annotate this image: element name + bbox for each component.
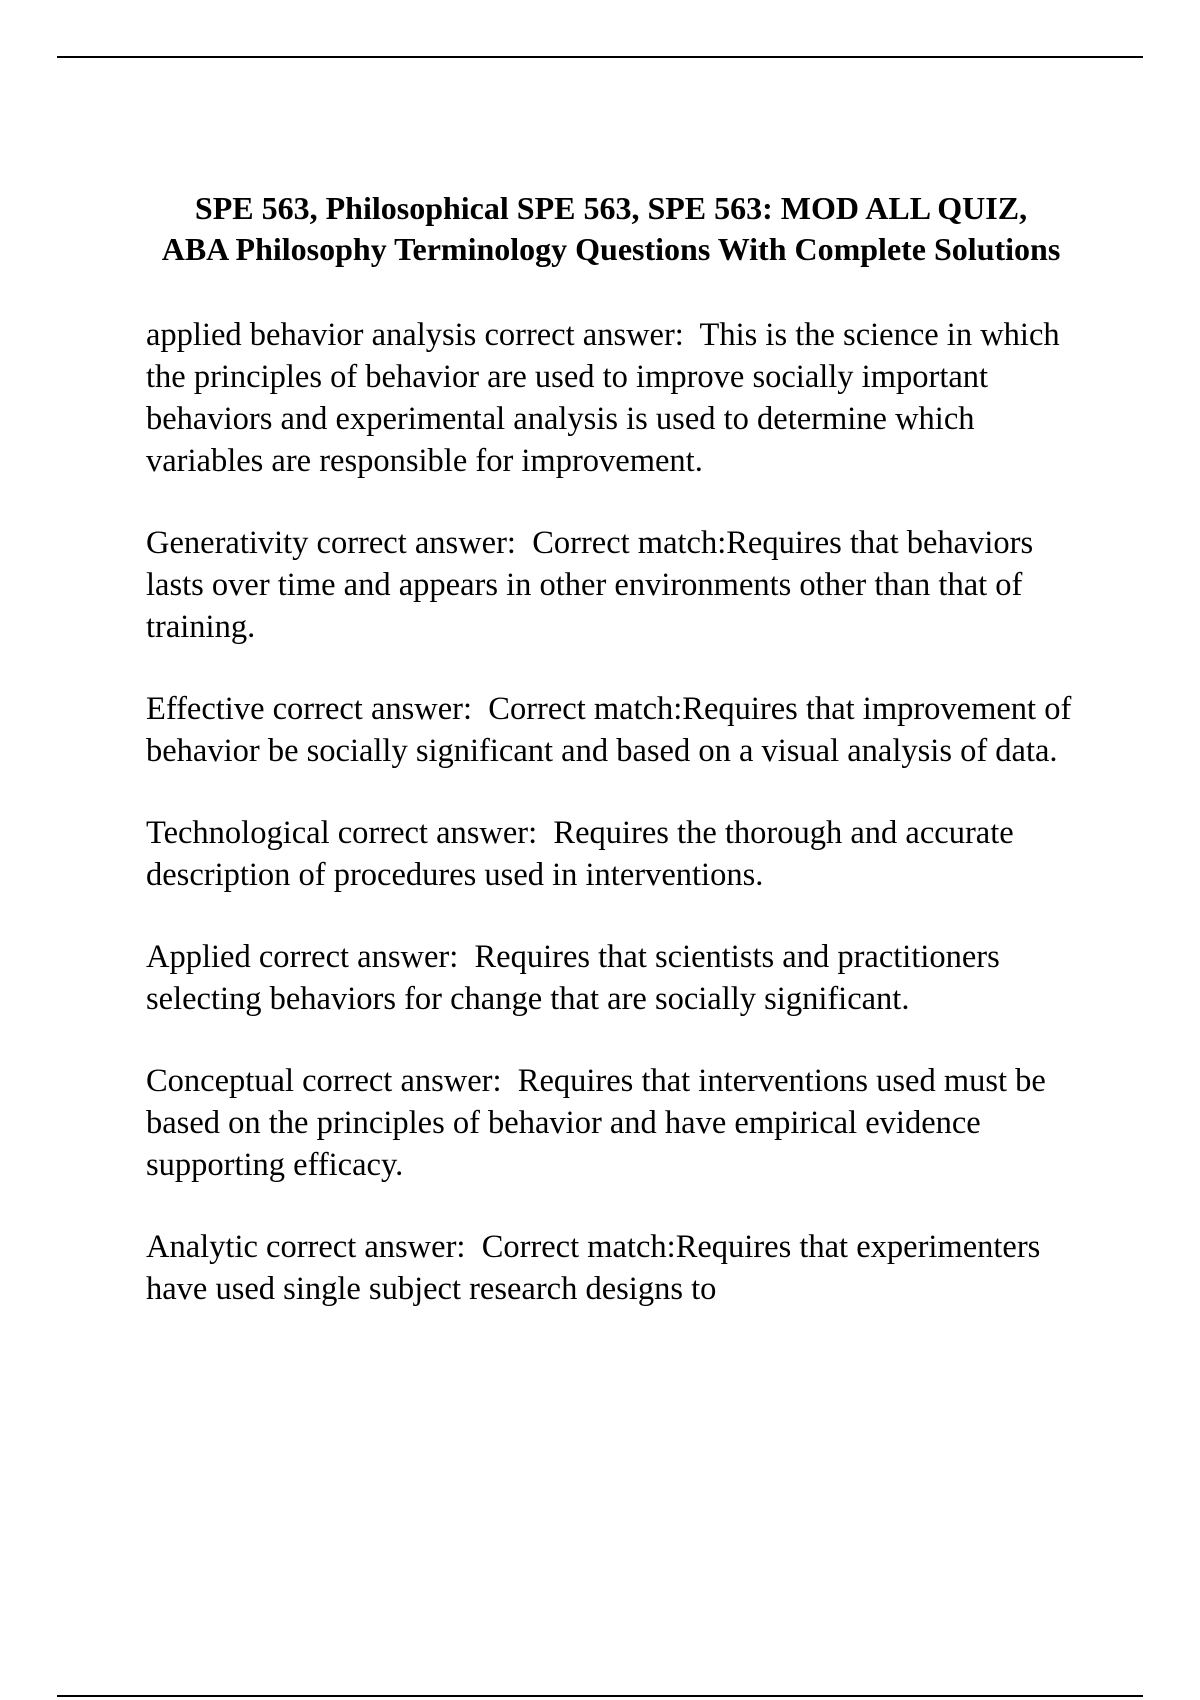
document-title: SPE 563, Philosophical SPE 563, SPE 563: MOD ALL QUIZ, ABA Philosophy Terminology Questions With Complete Solutions [161, 190, 1061, 267]
qa-term: Technological correct answer: [146, 815, 538, 851]
qa-term: Applied correct answer: [146, 939, 459, 975]
qa-list [146, 314, 1076, 1310]
qa-answer: Requires that interventions used must be based on the principles of behavior and have empirical evidence supporting efficacy. [146, 1063, 1046, 1183]
document-page [146, 188, 1076, 1350]
qa-answer: Correct match:Requires that experimenters have used single subject research designs to [146, 1229, 1041, 1307]
qa-term: Effective correct answer: [146, 691, 473, 727]
qa-entry [146, 314, 1076, 482]
qa-entry [146, 688, 1076, 772]
qa-term: applied behavior analysis correct answer: [146, 317, 684, 353]
qa-entry [146, 812, 1076, 896]
qa-entry [146, 1060, 1076, 1186]
qa-term: Generativity correct answer: [146, 525, 516, 561]
qa-answer: Requires the thorough and accurate description of procedures used in interventions. [146, 815, 1014, 893]
qa-entry [146, 522, 1076, 648]
qa-answer: Correct match:Requires that improvement of behavior be socially significant and based on a visual analysis of data. [146, 691, 1072, 769]
qa-term: Conceptual correct answer: [146, 1063, 502, 1099]
qa-term: Analytic correct answer: [146, 1229, 466, 1265]
qa-entry [146, 1226, 1076, 1310]
qa-answer: Requires that scientists and practitioners selecting behaviors for change that are socially significant. [146, 939, 1000, 1017]
header-rule [57, 56, 1143, 58]
footer-rule [57, 1695, 1143, 1697]
qa-entry [146, 936, 1076, 1020]
qa-answer: Correct match:Requires that behaviors lasts over time and appears in other environments other than that of training. [146, 525, 1034, 645]
qa-answer: This is the science in which the principles of behavior are used to improve socially important behaviors and experimental analysis is used to determine which variables are responsible for improvement. [146, 317, 1060, 479]
